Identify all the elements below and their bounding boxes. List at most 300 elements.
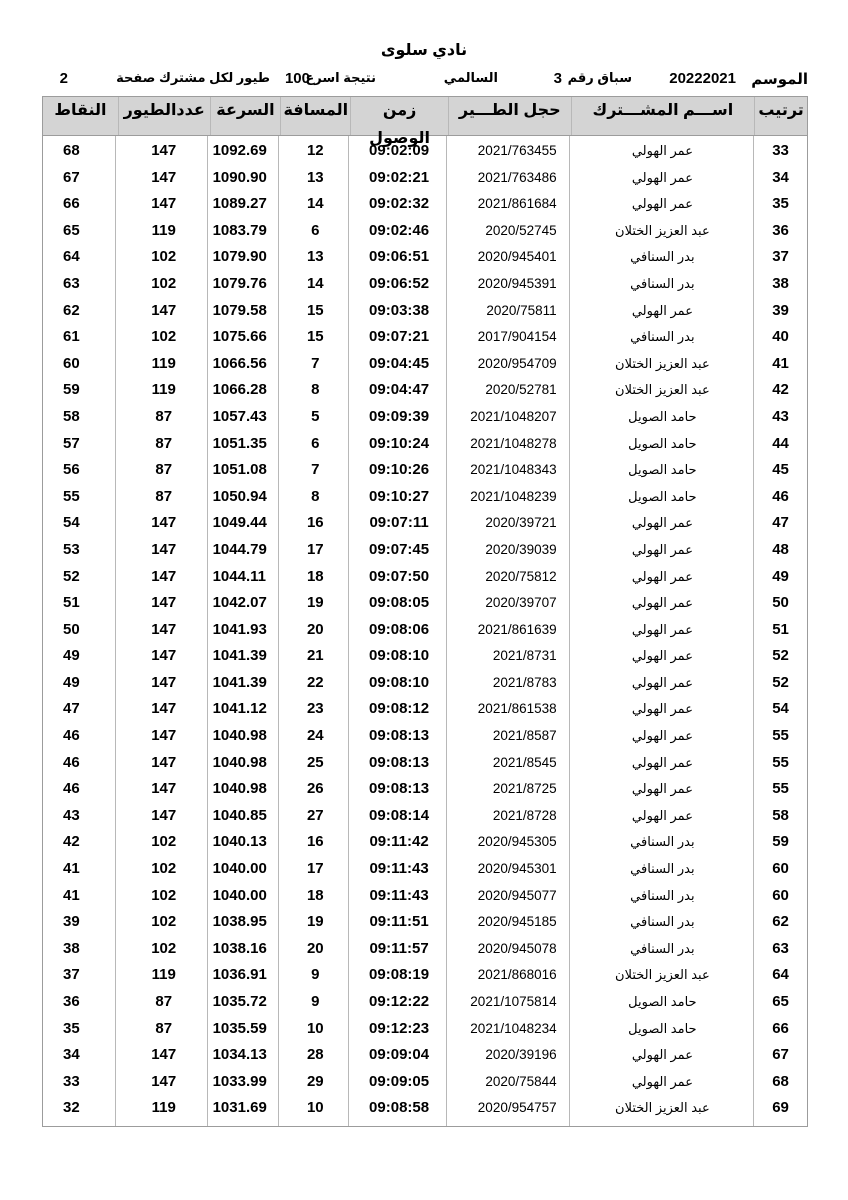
ring-cell: 2017/904154	[477, 329, 557, 345]
distance-cell: 12	[306, 142, 324, 159]
rank-cell: 55	[772, 753, 789, 771]
birds-cell: 119	[151, 354, 176, 372]
points-cell: 59	[62, 381, 80, 399]
birds-cell: 147	[151, 647, 177, 665]
points-cell: 43	[62, 806, 80, 824]
distance-cell: 20	[306, 620, 324, 638]
distance-cell: 24	[306, 727, 324, 745]
time-cell: 09:04:47	[369, 381, 430, 399]
name-cell: حامد الصويل	[628, 408, 697, 424]
birds-cell: 147	[151, 620, 177, 638]
distance-cell: 21	[306, 647, 324, 665]
table-row	[43, 564, 807, 591]
rank-cell: 39	[772, 301, 789, 319]
club-title: نادي سلوى	[380, 42, 468, 59]
points-cell: 60	[62, 354, 80, 372]
points-cell: 58	[62, 407, 80, 425]
ring-cell: 2020/39196	[485, 1047, 557, 1063]
speed-cell: 1041.39	[212, 673, 267, 691]
ring-cell: 2020/52745	[485, 222, 557, 238]
distance-cell: 14	[306, 195, 324, 213]
ring-cell: 2020/954757	[477, 1100, 557, 1116]
points-cell: 51	[62, 594, 80, 612]
distance-cell: 22	[306, 673, 324, 691]
table-row	[43, 351, 807, 378]
speed-cell: 1066.28	[212, 381, 267, 399]
rank-cell: 38	[772, 274, 789, 292]
results-table	[42, 96, 808, 1127]
rank-cell: 59	[772, 833, 789, 851]
time-cell: 09:11:51	[369, 913, 429, 931]
distance-cell: 15	[306, 301, 324, 319]
distance-cell: 17	[306, 860, 324, 878]
distance-cell: 28	[306, 1046, 324, 1064]
birds-cell: 147	[151, 142, 177, 159]
time-cell: 09:07:50	[369, 567, 430, 585]
table-row	[43, 191, 807, 218]
points-cell: 62	[62, 301, 80, 319]
ring-cell: 2021/763486	[477, 169, 557, 185]
distance-cell: 9	[311, 993, 320, 1010]
speed-cell: 1051.08	[212, 461, 267, 479]
table-row	[43, 696, 807, 723]
rank-cell: 65	[772, 993, 789, 1010]
distance-cell: 18	[306, 886, 324, 904]
header-time: زمن الوصول	[350, 97, 448, 135]
birds-cell: 119	[151, 381, 176, 399]
birds-cell: 102	[151, 328, 177, 346]
birds-cell: 119	[151, 221, 176, 239]
name-cell: عبد العزيز الختلان	[615, 355, 710, 371]
time-cell: 09:08:19	[369, 966, 430, 984]
ring-cell: 2020/75811	[486, 302, 557, 318]
table-row	[43, 404, 807, 431]
time-cell: 09:09:05	[369, 1072, 430, 1090]
rank-cell: 45	[772, 461, 789, 479]
ring-cell: 2021/8545	[492, 754, 557, 770]
birds-cell: 87	[155, 993, 173, 1010]
speed-cell: 1079.76	[212, 274, 267, 292]
birds-cell: 87	[155, 434, 173, 452]
name-cell: عمر الهولي	[631, 754, 693, 770]
distance-cell: 8	[311, 487, 320, 505]
table-row	[43, 1095, 807, 1122]
time-cell: 09:08:13	[369, 753, 430, 771]
distance-cell: 9	[311, 966, 320, 984]
name-cell: بدر السنافي	[630, 275, 695, 291]
speed-cell: 1083.79	[212, 221, 267, 239]
speed-cell: 1036.91	[212, 966, 267, 984]
rank-cell: 34	[772, 168, 789, 186]
speed-cell: 1035.59	[212, 1019, 267, 1037]
table-row	[43, 1069, 807, 1096]
table-row	[43, 377, 807, 404]
rank-cell: 46	[772, 487, 789, 505]
rank-cell: 68	[772, 1072, 789, 1090]
ring-cell: 2021/1048278	[470, 435, 557, 451]
birds-cell: 147	[151, 168, 177, 186]
speed-cell: 1042.07	[212, 594, 267, 612]
time-cell: 09:12:22	[369, 993, 430, 1010]
name-cell: عبد العزيز الختلان	[615, 1100, 710, 1116]
speed-cell: 1035.72	[212, 993, 267, 1010]
ring-cell: 2021/8725	[492, 781, 557, 797]
distance-cell: 18	[306, 567, 324, 585]
table-row	[43, 271, 807, 298]
distance-cell: 15	[306, 328, 324, 346]
points-cell: 53	[62, 540, 80, 558]
name-cell: عمر الهولي	[631, 781, 693, 797]
time-cell: 09:06:51	[369, 248, 430, 266]
name-cell: بدر السنافي	[630, 329, 695, 345]
birds-cell: 147	[151, 301, 177, 319]
name-cell: عمر الهولي	[631, 807, 693, 823]
ring-cell: 2020/945077	[477, 887, 557, 903]
rank-cell: 55	[772, 727, 789, 745]
speed-cell: 1075.66	[212, 328, 267, 346]
speed-cell: 1038.16	[212, 939, 267, 957]
speed-cell: 1044.79	[212, 540, 267, 558]
birds-cell: 87	[155, 407, 173, 425]
table-row	[43, 537, 807, 564]
name-cell: بدر السنافي	[630, 940, 695, 956]
birds-cell: 147	[151, 806, 177, 824]
ring-cell: 2020/945391	[477, 275, 557, 291]
birds-cell: 147	[151, 1046, 177, 1064]
speed-cell: 1090.90	[212, 168, 267, 186]
birds-cell: 102	[151, 886, 177, 904]
points-cell: 39	[62, 913, 80, 931]
distance-cell: 23	[306, 700, 324, 718]
ring-cell: 2020/52781	[485, 382, 557, 398]
birds-cell: 147	[151, 567, 177, 585]
table-row	[43, 298, 807, 325]
ring-cell: 2021/1075814	[470, 994, 557, 1009]
table-row	[43, 218, 807, 245]
points-cell: 68	[62, 142, 80, 159]
name-cell: عمر الهولي	[631, 621, 693, 637]
distance-cell: 14	[306, 274, 324, 292]
birds-cell: 147	[151, 594, 177, 612]
time-cell: 09:09:04	[369, 1046, 430, 1064]
name-cell: عمر الهولي	[631, 1047, 693, 1063]
points-cell: 46	[62, 753, 80, 771]
speed-cell: 1049.44	[212, 514, 267, 532]
birds-cell: 102	[151, 274, 177, 292]
name-cell: حامد الصويل	[628, 994, 697, 1009]
name-cell: عمر الهولي	[631, 674, 693, 690]
time-cell: 09:08:58	[369, 1099, 430, 1117]
ring-cell: 2020/39707	[485, 595, 557, 611]
speed-cell: 1041.39	[212, 647, 267, 665]
points-cell: 46	[62, 780, 80, 798]
header-ring: حجل الطـــير	[448, 97, 571, 135]
time-cell: 09:08:13	[369, 780, 430, 798]
time-cell: 09:10:27	[369, 487, 430, 505]
rank-cell: 66	[772, 1019, 789, 1037]
speed-cell: 1031.69	[212, 1099, 267, 1117]
table-row	[43, 909, 807, 936]
distance-cell: 26	[306, 780, 324, 798]
name-cell: عمر الهولي	[631, 728, 693, 744]
name-cell: عمر الهولي	[631, 515, 693, 531]
time-cell: 09:11:42	[369, 833, 429, 851]
points-cell: 63	[62, 274, 80, 292]
ring-cell: 2021/1048207	[470, 408, 557, 424]
name-cell: عمر الهولي	[631, 595, 693, 611]
rank-cell: 58	[772, 806, 789, 824]
points-cell: 42	[62, 833, 80, 851]
speed-cell: 1089.27	[212, 195, 267, 213]
ring-cell: 2021/1048234	[470, 1020, 557, 1036]
ring-cell: 2020/954709	[477, 355, 557, 371]
birds-cell: 147	[151, 1072, 177, 1090]
distance-cell: 5	[311, 407, 320, 425]
birds-cell: 102	[151, 833, 177, 851]
speed-cell: 1066.56	[212, 354, 267, 372]
birds-cell: 87	[155, 487, 173, 505]
race-info-row	[42, 70, 808, 92]
rank-cell: 52	[772, 647, 789, 665]
time-cell: 09:08:10	[369, 647, 430, 665]
ring-cell: 2021/1048239	[470, 488, 557, 504]
speed-cell: 1040.98	[212, 727, 267, 745]
table-row	[43, 138, 807, 165]
time-cell: 09:07:45	[369, 540, 430, 558]
name-cell: عمر الهولي	[631, 541, 693, 557]
rank-cell: 60	[772, 886, 789, 904]
rank-cell: 50	[772, 594, 789, 612]
speed-cell: 1041.12	[212, 700, 267, 718]
name-cell: حامد الصويل	[628, 488, 697, 504]
header-birds: عددالطيور	[118, 97, 210, 135]
name-cell: عمر الهولي	[631, 143, 693, 158]
distance-cell: 6	[311, 434, 320, 452]
name-cell: عمر الهولي	[631, 648, 693, 664]
name-cell: حامد الصويل	[628, 435, 697, 451]
time-cell: 09:08:06	[369, 620, 430, 638]
ring-cell: 2021/868016	[477, 967, 557, 983]
race-label: سباق رقم	[567, 70, 632, 85]
rank-cell: 63	[772, 939, 789, 957]
distance-cell: 17	[306, 540, 324, 558]
time-cell: 09:09:39	[369, 407, 430, 425]
result-label: نتيجة اسرع	[305, 70, 376, 85]
rank-cell: 44	[772, 434, 789, 452]
points-cell: 37	[62, 966, 80, 984]
distance-cell: 7	[311, 461, 320, 479]
rank-cell: 36	[772, 221, 789, 239]
rank-cell: 62	[772, 913, 789, 931]
speed-cell: 1040.13	[212, 833, 267, 851]
table-row	[43, 484, 807, 511]
points-cell: 65	[62, 221, 80, 239]
speed-cell: 1044.11	[212, 567, 266, 585]
points-cell: 55	[62, 487, 80, 505]
speed-cell: 1057.43	[212, 407, 267, 425]
distance-cell: 10	[306, 1019, 324, 1037]
birds-cell: 102	[151, 248, 177, 266]
speed-cell: 1079.90	[212, 248, 267, 266]
time-cell: 09:07:21	[369, 328, 430, 346]
header-speed: السرعة	[210, 97, 281, 135]
header-rank: ترتيب	[754, 97, 807, 135]
distance-cell: 29	[306, 1072, 324, 1090]
name-cell: حامد الصويل	[628, 462, 697, 478]
rank-cell: 43	[772, 407, 789, 425]
name-cell: عبد العزيز الختلان	[615, 967, 710, 983]
table-row	[43, 670, 807, 697]
rank-cell: 64	[772, 966, 789, 984]
time-cell: 09:12:23	[369, 1019, 430, 1037]
ring-cell: 2021/8728	[492, 807, 557, 823]
distance-cell: 10	[306, 1099, 324, 1117]
ring-cell: 2020/945185	[477, 914, 557, 930]
rank-cell: 35	[772, 195, 789, 213]
name-cell: بدر السنافي	[630, 914, 695, 930]
points-cell: 41	[62, 886, 80, 904]
speed-cell: 1040.00	[212, 886, 267, 904]
time-cell: 09:11:57	[369, 939, 429, 957]
distance-cell: 16	[306, 514, 324, 532]
birds-cell: 87	[155, 461, 173, 479]
points-cell: 61	[62, 328, 80, 346]
table-row	[43, 1042, 807, 1069]
points-cell: 47	[62, 700, 80, 718]
time-cell: 09:08:12	[369, 700, 430, 718]
distance-cell: 25	[306, 753, 324, 771]
table-row	[43, 829, 807, 856]
birds-cell: 147	[151, 195, 177, 213]
name-cell: بدر السنافي	[630, 834, 695, 850]
birds-cell: 147	[151, 753, 177, 771]
name-cell: عمر الهولي	[631, 169, 693, 185]
name-cell: عمر الهولي	[631, 568, 693, 584]
time-cell: 09:10:26	[369, 461, 430, 479]
ring-cell: 2021/1048343	[470, 462, 557, 478]
time-cell: 09:08:05	[369, 594, 430, 612]
header-dist: المسافة	[280, 97, 350, 135]
rank-cell: 51	[772, 620, 789, 638]
table-row	[43, 776, 807, 803]
time-cell: 09:04:45	[369, 354, 430, 372]
station-name: السالمي	[443, 70, 498, 85]
speed-cell: 1040.00	[212, 860, 267, 878]
speed-cell: 1034.13	[212, 1046, 267, 1064]
points-cell: 32	[62, 1099, 80, 1117]
speed-cell: 1033.99	[212, 1072, 267, 1090]
points-cell: 49	[62, 673, 80, 691]
speed-cell: 1041.93	[212, 620, 267, 638]
ring-cell: 2021/861639	[477, 621, 557, 637]
birds-cell: 147	[151, 514, 177, 532]
name-cell: عمر الهولي	[631, 196, 693, 212]
time-cell: 09:02:09	[369, 142, 430, 159]
speed-cell: 1038.95	[212, 913, 267, 931]
ring-cell: 2020/39039	[485, 541, 557, 557]
points-cell: 41	[62, 860, 80, 878]
table-row	[43, 324, 807, 351]
table-row	[43, 590, 807, 617]
page-number: 2	[59, 70, 68, 87]
name-cell: عبد العزيز الختلان	[615, 382, 710, 398]
rank-cell: 67	[772, 1046, 789, 1064]
distance-cell: 7	[311, 354, 320, 372]
table-body	[42, 136, 808, 1127]
birds-cell: 147	[151, 727, 177, 745]
speed-cell: 1040.98	[212, 753, 267, 771]
points-cell: 56	[62, 461, 80, 479]
name-cell: حامد الصويل	[628, 1020, 697, 1036]
distance-cell: 19	[306, 594, 324, 612]
rank-cell: 52	[772, 673, 789, 691]
points-cell: 54	[62, 514, 80, 532]
table-row	[43, 936, 807, 963]
points-cell: 52	[62, 567, 80, 585]
birds-cell: 119	[151, 966, 176, 984]
birds-cell: 119	[151, 1099, 176, 1117]
time-cell: 09:06:52	[369, 274, 430, 292]
table-row	[43, 803, 807, 830]
ring-cell: 2021/861538	[477, 701, 557, 717]
speed-cell: 1040.98	[212, 780, 267, 798]
rank-cell: 40	[772, 328, 789, 346]
season-value: 20222021	[669, 70, 736, 87]
points-cell: 38	[62, 939, 80, 957]
header-name: اســـم المشـــترك	[571, 97, 755, 135]
table-row	[43, 962, 807, 989]
table-row	[43, 617, 807, 644]
time-cell: 09:11:43	[369, 886, 429, 904]
speed-cell: 1050.94	[212, 487, 267, 505]
name-cell: بدر السنافي	[630, 249, 695, 265]
table-header	[42, 96, 808, 147]
distance-cell: 13	[306, 248, 324, 266]
table-row	[43, 1016, 807, 1043]
points-cell: 66	[62, 195, 80, 213]
rank-cell: 49	[772, 567, 789, 585]
rank-cell: 47	[772, 514, 789, 532]
speed-cell: 1040.85	[212, 806, 267, 824]
rank-cell: 55	[772, 780, 789, 798]
name-cell: بدر السنافي	[630, 887, 695, 903]
speed-cell: 1079.58	[212, 301, 267, 319]
table-row	[43, 750, 807, 777]
points-cell: 34	[62, 1046, 80, 1064]
birds-cell: 102	[151, 939, 177, 957]
ring-cell: 2020/75844	[485, 1073, 557, 1089]
table-row	[43, 643, 807, 670]
birds-cell: 147	[151, 780, 177, 798]
rank-cell: 54	[772, 700, 789, 718]
points-cell: 36	[62, 993, 80, 1010]
time-cell: 09:08:13	[369, 727, 430, 745]
birds-cell: 147	[151, 700, 177, 718]
points-cell: 49	[62, 647, 80, 665]
distance-cell: 8	[311, 381, 320, 399]
time-cell: 09:02:21	[369, 168, 430, 186]
points-cell: 57	[62, 434, 80, 452]
ring-cell: 2021/8731	[492, 648, 557, 664]
table-row	[43, 457, 807, 484]
birds-cell: 102	[151, 913, 177, 931]
rank-cell: 33	[772, 142, 789, 159]
table-row	[43, 165, 807, 192]
name-cell: عمر الهولي	[631, 302, 693, 318]
time-cell: 09:02:32	[369, 195, 430, 213]
header-points: النقاط	[54, 102, 107, 119]
birds-cell: 147	[151, 540, 177, 558]
